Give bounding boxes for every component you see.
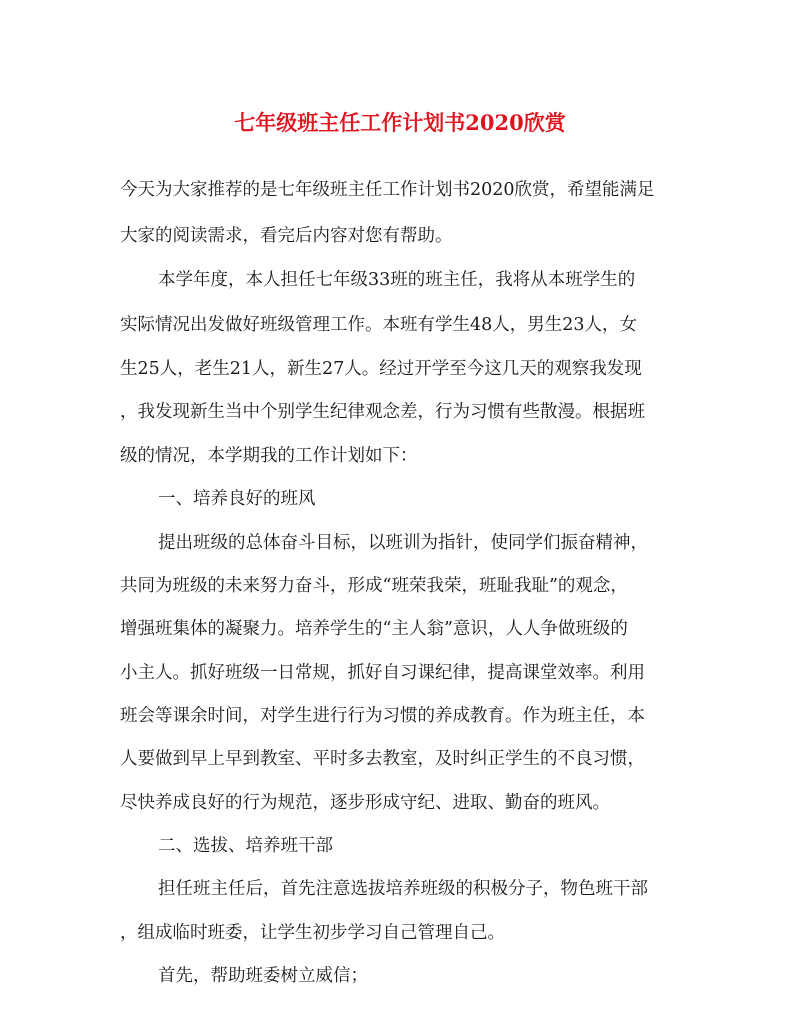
document-title: 七年级班主任工作计划书2020欣赏 xyxy=(234,110,566,135)
paragraph-line: 今天为大家推荐的是七年级班主任工作计划书2020欣赏，希望能满足 xyxy=(120,180,655,200)
paragraph-line: 级的情况，本学期我的工作计划如下： xyxy=(120,446,418,466)
paragraph-line: 首先，帮助班委树立威信； xyxy=(158,966,368,986)
section-heading: 一、培养良好的班风 xyxy=(158,489,316,509)
paragraph-line: 担任班主任后，首先注意选拔培养班级的积极分子，物色班干部 xyxy=(158,879,648,899)
paragraph-line: 生25人，老生21人，新生27人。经过开学至今这几天的观察我发现 xyxy=(120,359,642,379)
paragraph-line: 尽快养成良好的行为规范，逐步形成守纪、进取、勤奋的班风。 xyxy=(120,793,610,813)
paragraph-line: 实际情况出发做好班级管理工作。本班有学生48人，男生23人，女 xyxy=(120,315,638,335)
paragraph-line: 增强班集体的凝聚力。培养学生的“主人翁”意识，人人争做班级的 xyxy=(120,619,628,639)
paragraph-line: 提出班级的总体奋斗目标，以班训为指针，使同学们振奋精神， xyxy=(158,533,648,553)
paragraph-line: 大家的阅读需求，看完后内容对您有帮助。 xyxy=(120,226,453,246)
paragraph-line: 小主人。抓好班级一日常规，抓好自习课纪律，提高课堂效率。利用 xyxy=(120,663,645,683)
paragraph-line: ，我发现新生当中个别学生纪律观念差，行为习惯有些散漫。根据班 xyxy=(120,402,645,422)
section-heading: 二、选拔、培养班干部 xyxy=(158,836,333,856)
paragraph-line: 人要做到早上早到教室、平时多去教室，及时纠正学生的不良习惯， xyxy=(120,749,645,769)
paragraph-line: 本学年度，本人担任七年级33班的班主任，我将从本班学生的 xyxy=(158,270,636,290)
paragraph-line: 共同为班级的未来努力奋斗，形成“班荣我荣，班耻我耻”的观念， xyxy=(120,576,628,596)
paragraph-line: 班会等课余时间，对学生进行行为习惯的养成教育。作为班主任，本 xyxy=(120,706,645,726)
paragraph-line: ，组成临时班委，让学生初步学习自己管理自己。 xyxy=(120,923,505,943)
